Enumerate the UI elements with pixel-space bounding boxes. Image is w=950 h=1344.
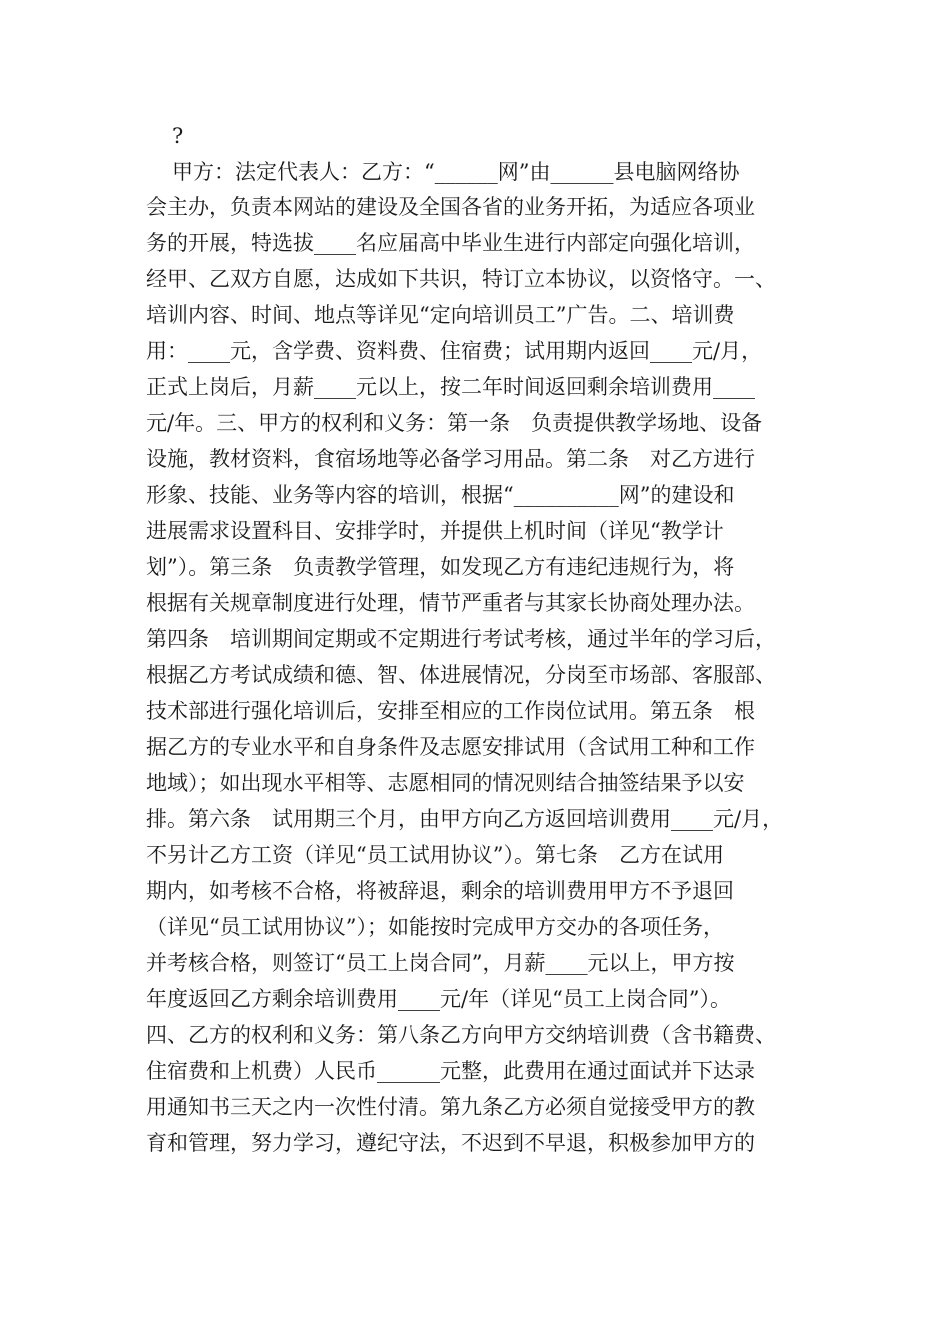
text-line: 务的开展，特选拔____名应届高中毕业生进行内部定向强化培训，: [146, 231, 755, 255]
text-line: 不另计乙方工资（详见“员工试用协议”）。第七条 乙方在试用: [146, 843, 724, 867]
text-line: 进展需求设置科目、安排学时，并提供上机时间（详见“教学计: [146, 519, 724, 543]
text-line: 正式上岗后，月薪____元以上，按二年时间返回剩余培训费用____: [146, 375, 755, 399]
text-line: 形象、技能、业务等内容的培训，根据“__________网”的建设和: [146, 483, 735, 507]
text-line: 育和管理，努力学习，遵纪守法，不迟到不早退，积极参加甲方的: [146, 1131, 755, 1155]
text-line: 设施，教材资料，食宿场地等必备学习用品。第二条 对乙方进行: [146, 447, 755, 471]
text-line: 排。第六条 试用期三个月，由甲方向乙方返回培训费用____元/月，: [146, 807, 784, 831]
text-line: 年度返回乙方剩余培训费用____元/年（详见“员工上岗合同”）。: [146, 987, 732, 1011]
text-line: ?: [172, 124, 184, 148]
text-line: 用通知书三天之内一次性付清。第九条乙方必须自觉接受甲方的教: [146, 1095, 755, 1119]
text-line: 第四条 培训期间定期或不定期进行考试考核，通过半年的学习后，: [146, 627, 776, 651]
text-line: 住宿费和上机费）人民币______元整，此费用在通过面试并下达录: [146, 1059, 755, 1083]
text-line: 四、乙方的权利和义务：第八条乙方向甲方交纳培训费（含书籍费、: [146, 1023, 776, 1047]
text-line: 甲方：法定代表人：乙方：“______网”由______县电脑网络协: [172, 160, 740, 184]
text-line: 元/年。三、甲方的权利和义务：第一条 负责提供教学场地、设备: [146, 411, 763, 435]
text-line: 划”）。第三条 负责教学管理，如发现乙方有违纪违规行为，将: [146, 555, 735, 579]
text-line: 期内，如考核不合格，将被辞退，剩余的培训费用甲方不予退回: [146, 879, 734, 903]
text-line: 用：____元，含学费、资料费、住宿费；试用期内返回____元/月，: [146, 339, 763, 363]
text-line: 据乙方的专业水平和自身条件及志愿安排试用（含试用工种和工作: [146, 735, 755, 759]
text-line: 培训内容、时间、地点等详见“定向培训员工”广告。二、培训费: [146, 303, 735, 327]
text-line: （详见“员工试用协议”）；如能按时完成甲方交办的各项任务，: [146, 915, 724, 939]
text-line: 并考核合格，则签订“员工上岗合同”，月薪____元以上，甲方按: [146, 951, 735, 975]
text-line: 会主办，负责本网站的建设及全国各省的业务开拓，为适应各项业: [146, 195, 755, 219]
text-line: 根据乙方考试成绩和德、智、体进展情况，分岗至市场部、客服部、: [146, 663, 776, 687]
text-line: 地域）；如出现水平相等、志愿相同的情况则结合抽签结果予以安: [146, 771, 745, 795]
text-line: 根据有关规章制度进行处理，情节严重者与其家长协商处理办法。: [146, 591, 755, 615]
text-line: 技术部进行强化培训后，安排至相应的工作岗位试用。第五条 根: [146, 699, 755, 723]
text-line: 经甲、乙双方自愿，达成如下共识，特订立本协议，以资恪守。一、: [146, 267, 776, 291]
